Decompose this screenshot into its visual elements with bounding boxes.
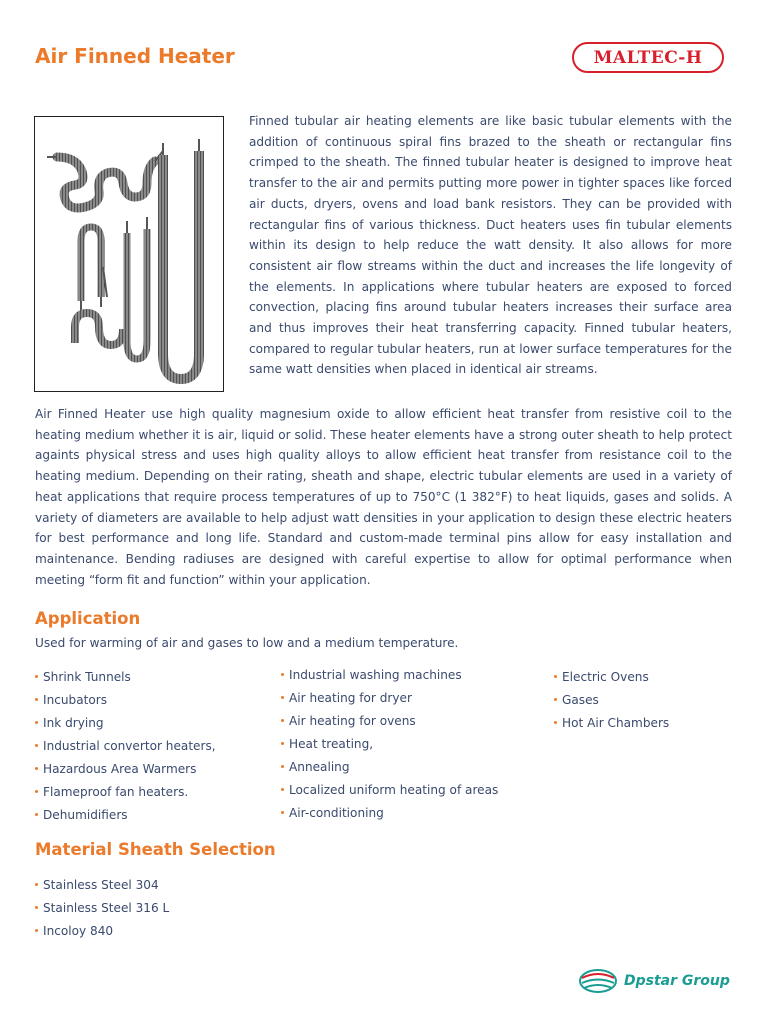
maltec-logo: MALTEC-H xyxy=(572,42,724,73)
list-item: Gases xyxy=(554,692,669,715)
list-item: Dehumidifiers xyxy=(35,807,216,830)
page-title: Air Finned Heater xyxy=(35,44,235,68)
list-item: Hazardous Area Warmers xyxy=(35,761,216,784)
list-item: Shrink Tunnels xyxy=(35,669,216,692)
finned-heater-illustration xyxy=(35,117,223,391)
list-item: Electric Ovens xyxy=(554,669,669,692)
list-item: Incubators xyxy=(35,692,216,715)
list-item: Industrial washing machines xyxy=(281,667,498,690)
application-subtext: Used for warming of air and gases to low and a medium temperature. xyxy=(35,636,459,650)
list-item: Heat treating, xyxy=(281,736,498,759)
list-item: Hot Air Chambers xyxy=(554,715,669,738)
body-paragraph: Air Finned Heater use high quality magnesium oxide to allow efficient heat transfer from resistive coil to the heating medium whether it is air, liquid or solid. These heater elements have a strong outer sheath to help protect againts physical stress and uses high quality alloys to allow efficient heat transfer from resistance coil to the heating medium. Depending on their rating, sheath and shape, electric tubular elements are used in a variety of heat applications that require process temperatures of up to 750°C (1 382°F) to heat liquids, gases and solids. A variety of diameters are available to help adjust watt densities in your application to design these electric heaters for best performance and long life. Standard and custom-made terminal pins allow for easy installation and maintenance. Bending radiuses are designed with careful expertise to allow for optimal performance when meeting “form fit and function” within your application. xyxy=(35,407,732,587)
product-photo xyxy=(34,116,224,392)
application-list-3 xyxy=(554,669,669,738)
list-item: Stainless Steel 316 L xyxy=(35,900,169,923)
application-list-2 xyxy=(281,667,498,828)
list-item: Air heating for ovens xyxy=(281,713,498,736)
list-item: Air-conditioning xyxy=(281,805,498,828)
footer-company-name: Dpstar Group xyxy=(624,973,730,989)
material-list xyxy=(35,877,169,946)
list-item: Flameproof fan heaters. xyxy=(35,784,216,807)
list-item: Industrial convertor heaters, xyxy=(35,738,216,761)
list-item: Annealing xyxy=(281,759,498,782)
list-item: Localized uniform heating of areas xyxy=(281,782,498,805)
dpstar-logo xyxy=(578,964,732,998)
material-heading: Material Sheath Selection xyxy=(35,840,276,859)
list-item: Incoloy 840 xyxy=(35,923,169,946)
list-item: Ink drying xyxy=(35,715,216,738)
list-item: Stainless Steel 304 xyxy=(35,877,169,900)
list-item: Air heating for dryer xyxy=(281,690,498,713)
application-list-1 xyxy=(35,669,216,830)
intro-paragraph: Finned tubular air heating elements are like basic tubular elements with the addition of continuous spiral fins brazed to the sheath or rectangular fins crimped to the sheath. The finned tubular heater is designed to improve heat transfer to the air and permits putting more power in tighter spaces like forced air ducts, dryers, ovens and load bank resistors. They can be provided with rectangular fins of various thickness. Duct heaters uses fin tubular elements within its design to help reduce the watt density. It also allows for more consistent air flow streams within the duct and increases the life longevity of the elements. In applications where tubular heaters are exposed to forced convection, placing fins around tubular heaters increases their surface area and thus improves their heat transferring capacity. Finned tubular heaters, compared to regular tubular heaters, run at lower surface temperatures for the same watt densities when placed in identical air streams. xyxy=(249,114,732,377)
globe-icon xyxy=(578,968,618,994)
application-heading: Application xyxy=(35,609,141,628)
